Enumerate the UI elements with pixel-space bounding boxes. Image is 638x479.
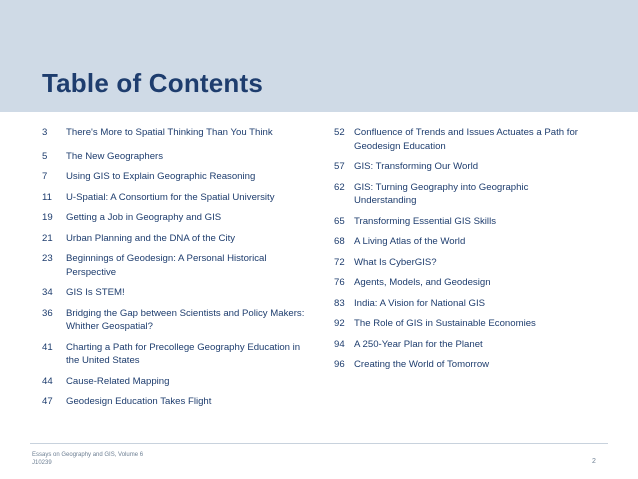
toc-entry-title: Cause-Related Mapping: [66, 375, 170, 387]
toc-entry[interactable]: [334, 338, 602, 352]
page-number: 2: [592, 458, 596, 465]
toc-entry[interactable]: [42, 286, 312, 300]
toc-entry-title: GIS: Turning Geography into Geographic Understanding: [354, 181, 529, 206]
toc-entry-page: 36: [42, 307, 53, 319]
toc-entry-page: 72: [334, 256, 345, 268]
toc-entry-page: 68: [334, 236, 345, 247]
toc-entry-title: Charting a Path for Precollege Geography Education in the United States: [66, 341, 301, 366]
toc-entry-title: Getting a Job in Geography and GIS: [66, 212, 222, 223]
toc-entry-page: 52: [334, 127, 345, 138]
toc-entry-page: 83: [334, 297, 345, 309]
toc-entry-title: A 250-Year Plan for the Planet: [354, 338, 483, 350]
toc-entry-page: 41: [42, 341, 53, 353]
toc-entry-title: Transforming Essential GIS Skills: [354, 215, 496, 227]
toc-entry-page: 57: [334, 161, 345, 172]
toc-entry-title: GIS Is STEM!: [66, 287, 125, 298]
page-title: Table of Contents: [42, 68, 264, 98]
toc-entry[interactable]: [42, 375, 312, 389]
toc-entry-page: 11: [42, 191, 52, 203]
toc-entry-page: 65: [334, 215, 345, 227]
toc-entry-page: 19: [42, 212, 53, 223]
toc-entry-title: Geodesign Education Takes Flight: [66, 396, 212, 407]
toc-entry-page: 34: [42, 287, 53, 298]
toc-entry[interactable]: [42, 211, 312, 225]
toc-entry-page: 96: [334, 359, 345, 370]
toc-entry[interactable]: [334, 215, 602, 229]
toc-entry-page: 47: [42, 396, 53, 407]
toc-entry-page: 44: [42, 375, 53, 387]
toc-entry-page: 92: [334, 318, 345, 329]
toc-entry-title: Beginnings of Geodesign: A Personal Historical Perspective: [66, 253, 267, 278]
toc-entry-title: Confluence of Trends and Issues Actuates a Path for Geodesign Education: [354, 127, 578, 152]
footer-book-title: Essays on Geography and GIS, Volume 6: [32, 452, 144, 458]
toc-column-left: [42, 126, 312, 409]
toc-entry[interactable]: [42, 395, 312, 409]
toc-entry-title: U-Spatial: A Consortium for the Spatial University: [66, 191, 275, 203]
toc-entry[interactable]: [334, 256, 602, 270]
toc-entry[interactable]: [334, 297, 602, 311]
toc-entry[interactable]: [42, 341, 312, 368]
header-band: [0, 0, 638, 112]
toc-column-right: [334, 126, 602, 372]
toc-entry-title: The New Geographers: [66, 150, 164, 162]
toc-entry-title: The Role of GIS in Sustainable Economies: [354, 318, 536, 329]
toc-entry[interactable]: [334, 181, 602, 208]
toc-entry-title: There's More to Spatial Thinking Than You Think: [66, 127, 273, 138]
toc-entry[interactable]: [42, 307, 312, 334]
toc-entry-title: A Living Atlas of the World: [354, 236, 466, 247]
toc-entry[interactable]: [42, 126, 312, 140]
toc-entry-title: Creating the World of Tomorrow: [354, 359, 490, 370]
toc-entry-page: 23: [42, 253, 53, 264]
toc-entry[interactable]: [42, 232, 312, 246]
toc-entry-title: GIS: Transforming Our World: [354, 161, 479, 172]
toc-entry[interactable]: [334, 276, 602, 290]
toc-entry[interactable]: [42, 191, 312, 205]
toc-entry-title: Using GIS to Explain Geographic Reasoning: [66, 171, 256, 182]
toc-entry-page: 5: [42, 150, 48, 162]
toc-entry-page: 94: [334, 338, 345, 350]
toc-entry-title: What Is CyberGIS?: [354, 256, 437, 268]
toc-entry[interactable]: [42, 170, 312, 184]
toc-entry-title: Urban Planning and the DNA of the City: [66, 232, 236, 244]
toc-entry[interactable]: [42, 252, 312, 279]
toc-entry-page: 21: [42, 232, 53, 244]
toc-entry-page: 7: [42, 171, 48, 182]
toc-entry[interactable]: [334, 317, 602, 331]
toc-entry[interactable]: [334, 160, 602, 174]
footer-code: J10239: [32, 460, 52, 466]
footer-divider: [30, 443, 608, 444]
toc-entry-page: 62: [334, 181, 345, 193]
toc-entry-title: India: A Vision for National GIS: [354, 297, 486, 309]
toc-entry[interactable]: [334, 235, 602, 249]
toc-entry-page: 76: [334, 277, 345, 288]
toc-entry-title: Bridging the Gap between Scientists and Policy Makers: Whither Geospatial?: [66, 307, 305, 332]
toc-entry[interactable]: [334, 358, 602, 372]
toc-entry[interactable]: [334, 126, 602, 153]
toc-entry-title: Agents, Models, and Geodesign: [354, 277, 491, 288]
toc-entry-page: 3: [42, 127, 48, 138]
toc-entry[interactable]: [42, 150, 312, 164]
